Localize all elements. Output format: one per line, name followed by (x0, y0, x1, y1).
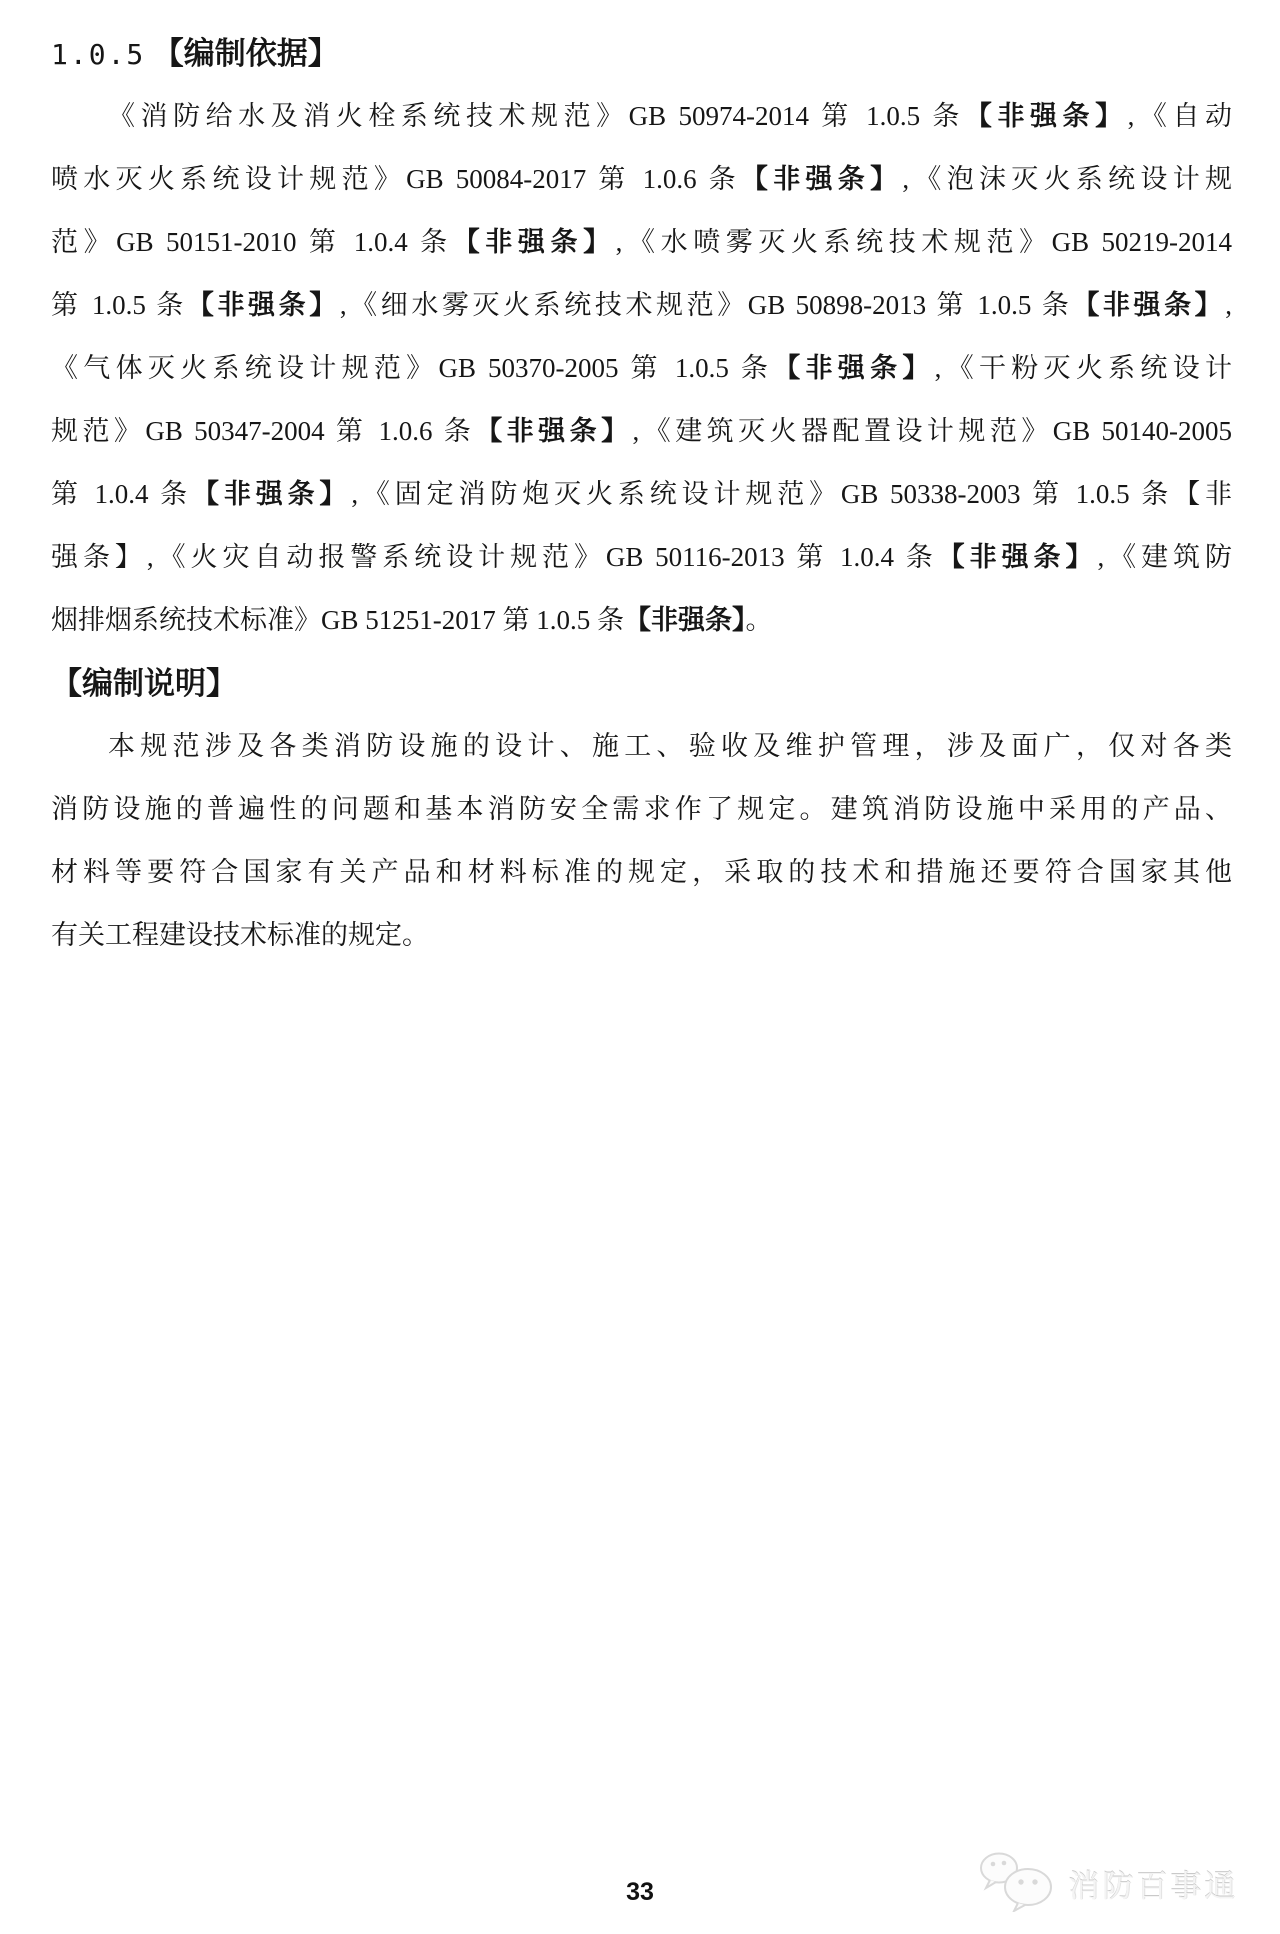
page-content (51, 22, 1232, 967)
watermark-label: 消防百事通 (1068, 1869, 1238, 1904)
text-line: 有关工程建设技术标准的规定。 (51, 920, 429, 950)
section-heading (51, 22, 1232, 85)
text-line: 《消防给水及消火栓系统技术规范》GB 50974-2014 第 1.0.5 条【非强条】,《自动 (108, 101, 1233, 131)
text-line: 材料等要符合国家有关产品和材料标准的规定，采取的技术和措施还要符合国家其他 (51, 857, 1232, 887)
text-line: 《气体灭火系统设计规范》GB 50370-2005 第 1.0.5 条【非强条】,《干粉灭火系统设计 (51, 353, 1233, 383)
wechat-chat-bubbles-icon (976, 1850, 1060, 1917)
page-number: 33 (626, 1878, 654, 1906)
text-line: 规范》GB 50347-2004 第 1.0.6 条【非强条】,《建筑灭火器配置设计规范》GB 50140-2005 (51, 416, 1233, 446)
notes-paragraph (51, 715, 1232, 967)
basis-paragraph (51, 85, 1232, 652)
text-line: 强条】,《火灾自动报警系统设计规范》GB 50116-2013 第 1.0.4 条【非强条】,《建筑防 (51, 542, 1233, 572)
notes-heading-title: 【编制说明】 (51, 666, 237, 701)
text-line: 第 1.0.5 条【非强条】,《细水雾灭火系统技术规范》GB 50898-2013 第 1.0.5 条【非强条】, (51, 290, 1233, 320)
section-heading-title: 【编制依据】 (152, 36, 339, 71)
watermark (976, 1850, 1238, 1917)
text-line: 第 1.0.4 条【非强条】,《固定消防炮灭火系统设计规范》GB 50338-2003 第 1.0.5 条【非 (51, 479, 1233, 509)
text-line: 消防设施的普遍性的问题和基本消防安全需求作了规定。建筑消防设施中采用的产品、 (51, 794, 1232, 824)
text-line: 烟排烟系统技术标准》GB 51251-2017 第 1.0.5 条【非强条】。 (51, 605, 773, 635)
section-number: 1.0.5 (51, 38, 146, 71)
text-line: 本规范涉及各类消防设施的设计、施工、验收及维护管理，涉及面广，仅对各类 (108, 731, 1232, 761)
text-line: 喷水灭火系统设计规范》GB 50084-2017 第 1.0.6 条【非强条】,《泡沫灭火系统设计规 (51, 164, 1233, 194)
notes-heading (51, 652, 1232, 715)
text-line: 范》GB 50151-2010 第 1.0.4 条【非强条】,《水喷雾灭火系统技术规范》GB 50219-2014 (51, 227, 1233, 257)
